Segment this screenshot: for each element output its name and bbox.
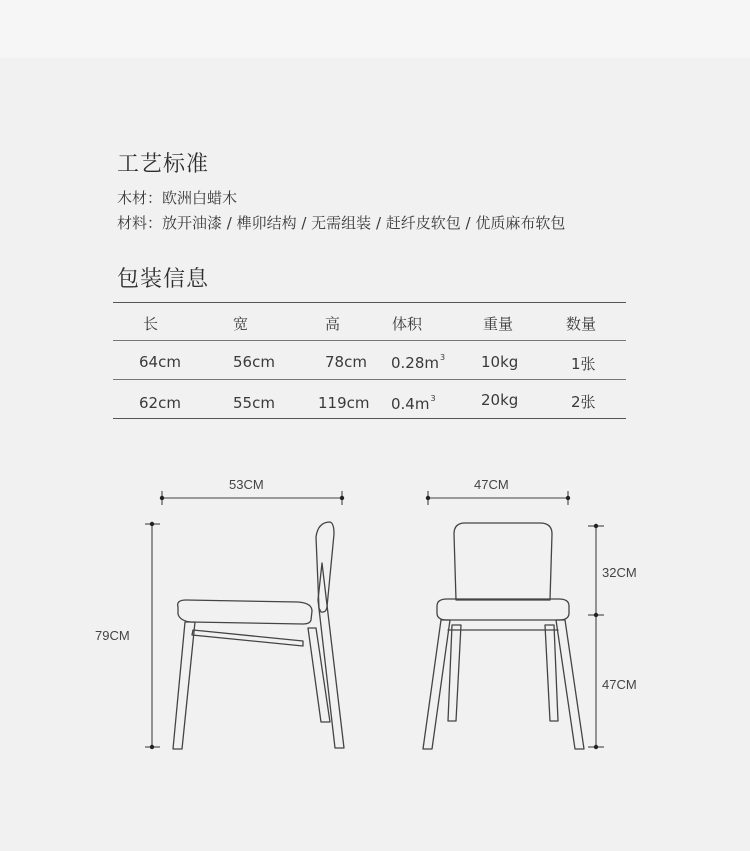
front-left-leg [423, 620, 450, 749]
row2-weight: 20kg [481, 391, 519, 409]
row1-volume-value: 0.28m [391, 354, 440, 372]
side-rear-leg [318, 563, 344, 748]
front-view-chair [423, 523, 584, 749]
row1-volume-exponent: 3 [440, 353, 446, 362]
front-back-height-label: 32CM [602, 565, 637, 580]
side-view-chair [173, 522, 344, 749]
header-height: 高 [325, 315, 341, 333]
header-quantity: 数量 [566, 315, 597, 333]
side-height-dimension [145, 522, 160, 749]
craft-standard-title: 工艺标准 [117, 152, 210, 177]
row1-weight: 10kg [481, 353, 519, 371]
front-height-dimension [588, 524, 604, 749]
side-height-label: 79CM [95, 628, 130, 643]
front-width-label: 47CM [474, 477, 509, 492]
row1-volume [391, 353, 445, 372]
front-seat [437, 599, 569, 620]
row2-volume-exponent: 3 [430, 394, 436, 403]
front-backrest [454, 523, 552, 600]
header-length: 长 [143, 315, 159, 333]
chair-dimension-drawings [0, 460, 750, 851]
side-seat [178, 600, 312, 624]
side-seat-rail [192, 630, 303, 646]
header-volume: 体积 [392, 315, 423, 333]
row2-volume [391, 394, 436, 413]
wood-material-line: 木材：欧洲白蜡木 [117, 189, 238, 207]
top-band [0, 0, 750, 58]
side-front-leg [173, 622, 195, 749]
table-header-rule [113, 340, 626, 341]
row1-length: 64cm [139, 353, 181, 371]
row1-width: 56cm [233, 353, 275, 371]
row1-quantity: 1张 [571, 355, 596, 373]
materials-line: 材料：放开油漆 / 榫卯结构 / 无需组装 / 赶纤皮软包 / 优质麻布软包 [117, 214, 566, 232]
side-depth-label: 53CM [229, 477, 264, 492]
front-width-dimension [426, 491, 570, 505]
table-bottom-rule [113, 418, 626, 419]
header-width: 宽 [233, 315, 249, 333]
row1-height: 78cm [325, 353, 367, 371]
packaging-info-title: 包装信息 [117, 267, 210, 292]
row2-quantity: 2张 [571, 393, 596, 411]
table-top-rule [113, 302, 626, 303]
row2-volume-value: 0.4m [391, 395, 430, 413]
front-right-leg [556, 620, 584, 749]
front-seat-height-label: 47CM [602, 677, 637, 692]
front-inner-left-leg [448, 625, 461, 721]
table-row-rule [113, 379, 626, 380]
header-weight: 重量 [483, 315, 514, 333]
row2-length: 62cm [139, 394, 181, 412]
row2-width: 55cm [233, 394, 275, 412]
side-depth-dimension [160, 491, 344, 505]
row2-height: 119cm [318, 394, 370, 412]
front-inner-right-leg [545, 625, 558, 721]
